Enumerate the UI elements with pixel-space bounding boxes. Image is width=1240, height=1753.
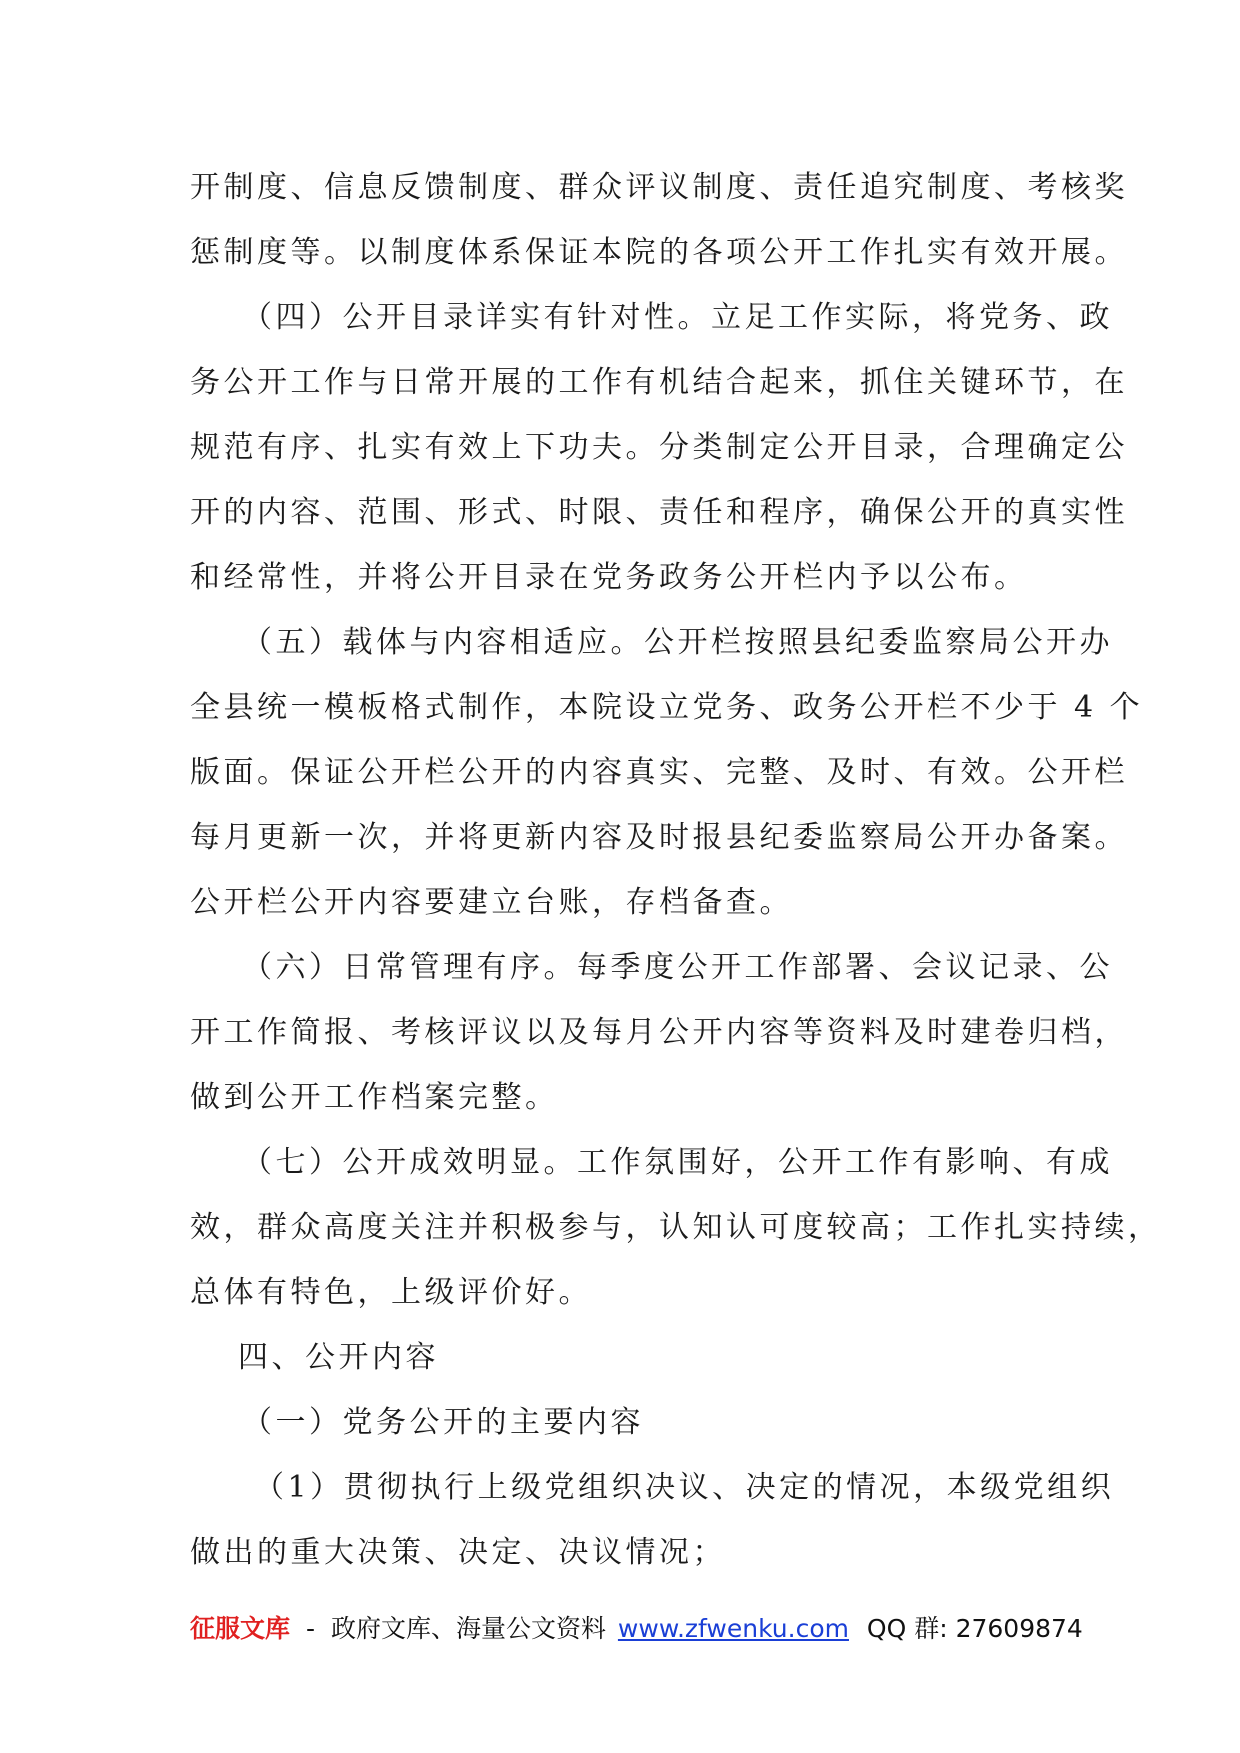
paragraph-line: 开工作简报、考核评议以及每月公开内容等资料及时建卷归档， [190,1015,1128,1050]
paragraph-line: 每月更新一次，并将更新内容及时报县纪委监察局公开办备案。 [190,820,1128,855]
footer-description: 政府文库、海量公文资料 [330,1614,606,1643]
paragraph-line: 做出的重大决策、决定、决议情况； [190,1535,726,1570]
paragraph-line: 做到公开工作档案完整。 [190,1080,559,1115]
paragraph-line: 和经常性，并将公开目录在党务政务公开栏内予以公布。 [190,560,1028,595]
paragraph-line: （1）贯彻执行上级党组织决议、决定的情况，本级党组织 [254,1470,1115,1505]
paragraph-line: （七）公开成效明显。工作氛围好，公开工作有影响、有成 [242,1145,1113,1180]
paragraph-line: （五）载体与内容相适应。公开栏按照县纪委监察局公开办 [242,625,1113,660]
paragraph-line: （六）日常管理有序。每季度公开工作部署、会议记录、公 [242,950,1113,985]
paragraph-line: 版面。保证公开栏公开的内容真实、完整、及时、有效。公开栏 [190,755,1128,790]
paragraph-line: 惩制度等。以制度体系保证本院的各项公开工作扎实有效开展。 [190,235,1128,270]
paragraph-line: 效，群众高度关注并积极参与，认知认可度较高；工作扎实持续， [190,1210,1162,1245]
section-heading: 四、公开内容 [238,1340,439,1375]
paragraph-line: 规范有序、扎实有效上下功夫。分类制定公开目录，合理确定公 [190,430,1128,465]
paragraph-line: 公开栏公开内容要建立台账，存档备查。 [190,885,793,920]
footer-separator: - [305,1614,315,1643]
footer-url-link[interactable]: www.zfwenku.com [617,1614,849,1643]
paragraph-line: 务公开工作与日常开展的工作有机结合起来，抓住关键环节，在 [190,365,1128,400]
paragraph-line: 总体有特色，上级评价好。 [190,1275,592,1310]
footer-banner [190,1609,1083,1649]
footer-brand: 征服文库 [190,1614,291,1643]
paragraph-line: （四）公开目录详实有针对性。立足工作实际，将党务、政 [242,300,1113,335]
paragraph-line: 开制度、信息反馈制度、群众评议制度、责任追究制度、考核奖 [190,170,1128,205]
subsection-heading: （一）党务公开的主要内容 [242,1405,644,1440]
footer-qq-group: QQ 群: 27609874 [866,1614,1083,1643]
paragraph-line: 全县统一模板格式制作，本院设立党务、政务公开栏不少于 4 个 [190,690,1144,725]
document-body [190,155,1162,1585]
paragraph-line: 开的内容、范围、形式、时限、责任和程序，确保公开的真实性 [190,495,1128,530]
